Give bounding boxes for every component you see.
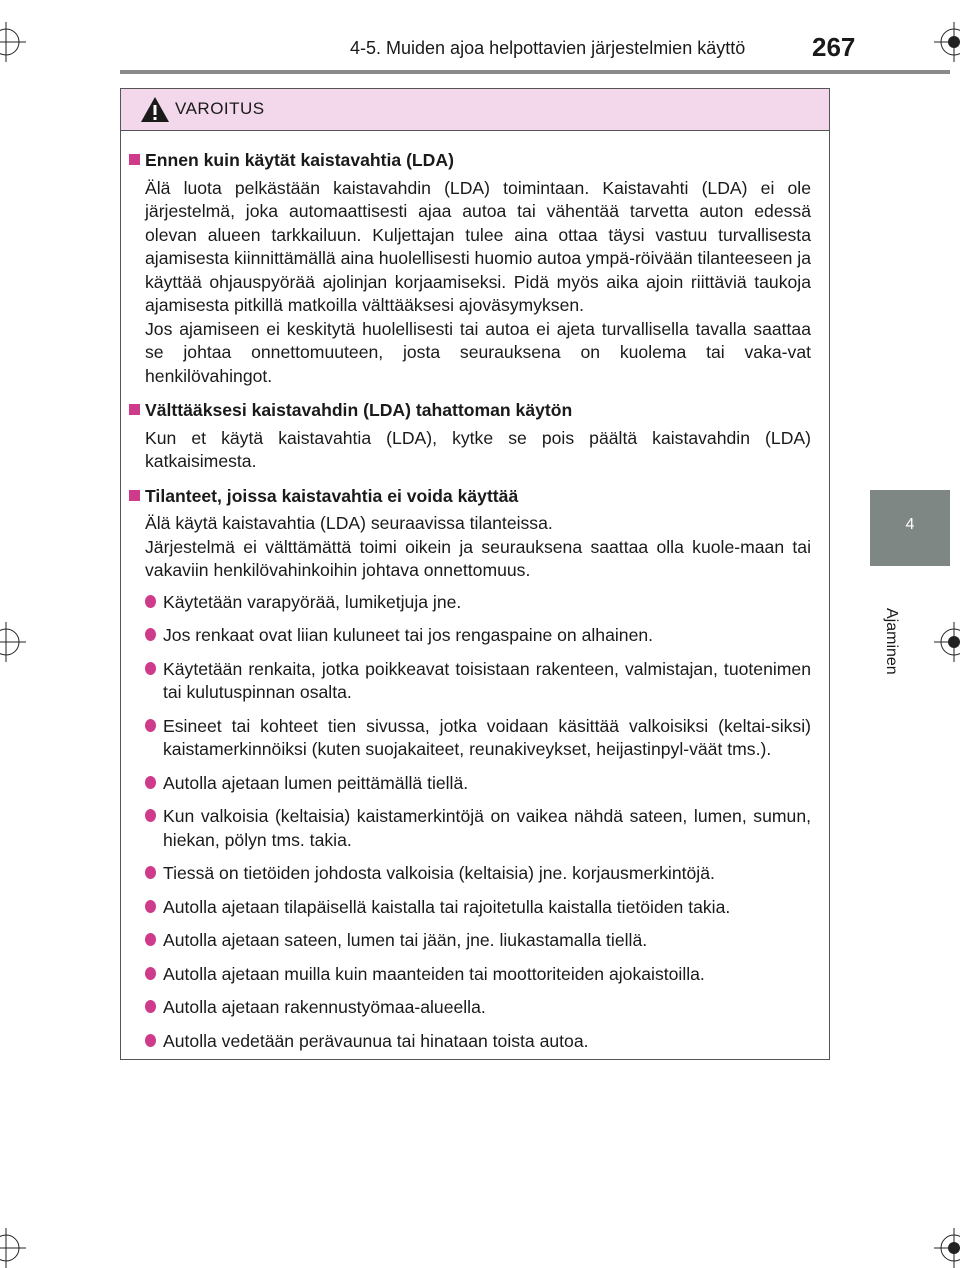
- section-heading: [129, 149, 811, 173]
- list-item: [129, 1030, 811, 1054]
- list-item-text: Autolla ajetaan tilapäisellä kaistalla tai rajoitetulla kaistalla tietöiden takia.: [163, 896, 731, 917]
- list-item: [129, 963, 811, 987]
- list-item: [129, 624, 811, 648]
- warning-triangle-icon: [140, 96, 170, 123]
- round-bullet-icon: [145, 595, 156, 608]
- paragraph: Järjestelmä ei välttämättä toimi oikein ja seurauksena saattaa olla kuole-maan tai vakaviin henkilövahinkoihin johtava onnettomuus.: [145, 536, 811, 580]
- bullet-list: [129, 591, 811, 1054]
- list-item-text: Käytetään varapyörää, lumiketjuja jne.: [163, 591, 462, 612]
- round-bullet-icon: [145, 900, 156, 913]
- registration-mark-bottom-left: [0, 1228, 26, 1268]
- list-item-text: Autolla ajetaan muilla kuin maanteiden tai moottoriteiden ajokaistoilla.: [163, 963, 705, 984]
- square-bullet-icon: [129, 404, 140, 415]
- list-item: [129, 772, 811, 796]
- round-bullet-icon: [145, 967, 156, 980]
- section-heading-text: Ennen kuin käytät kaistavahtia (LDA): [145, 150, 454, 170]
- round-bullet-icon: [145, 866, 156, 879]
- paragraph: Kun et käytä kaistavahtia (LDA), kytke se pois päältä kaistavahdin (LDA) katkaisimesta.: [145, 427, 811, 471]
- list-item: [129, 658, 811, 705]
- registration-mark-mid-left: [0, 622, 26, 662]
- registration-mark-bottom-right: [934, 1228, 960, 1268]
- round-bullet-icon: [145, 776, 156, 789]
- list-item-text: Autolla ajetaan lumen peittämällä tiellä.: [163, 772, 469, 793]
- list-item-text: Autolla ajetaan sateen, lumen tai jään, jne. liukastamalla tiellä.: [163, 930, 648, 950]
- section-heading-text: Tilanteet, joissa kaistavahtia ei voida käyttää: [145, 485, 519, 506]
- warning-body: [121, 131, 829, 1053]
- warning-title: VAROITUS: [175, 99, 265, 118]
- warning-box: [120, 88, 830, 1060]
- round-bullet-icon: [145, 662, 156, 675]
- square-bullet-icon: [129, 154, 140, 165]
- list-item: [129, 591, 811, 615]
- round-bullet-icon: [145, 809, 156, 822]
- round-bullet-icon: [145, 1000, 156, 1013]
- list-item-text: Autolla ajetaan rakennustyömaa-alueella.: [163, 997, 486, 1017]
- list-item: [129, 715, 811, 762]
- header-rule: [120, 70, 950, 74]
- section-heading-text: Välttääksesi kaistavahdin (LDA) tahattoman käytön: [145, 400, 573, 420]
- section-heading: [129, 485, 811, 509]
- list-item-text: Jos renkaat ovat liian kuluneet tai jos rengaspaine on alhainen.: [163, 625, 654, 645]
- list-item: [129, 805, 811, 852]
- round-bullet-icon: [145, 719, 156, 732]
- list-item-text: Kun valkoisia (keltaisia) kaistamerkintöjä on vaikea nähdä sateen, lumen, sumun, hiekan, pölyn tms. takia.: [163, 806, 811, 850]
- running-header-title: 4-5. Muiden ajoa helpottavien järjestelmien käyttö: [350, 38, 746, 58]
- list-item-text: Tiessä on tietöiden johdosta valkoisia (keltaisia) jne. korjausmerkintöjä.: [163, 863, 715, 883]
- list-item: [129, 996, 811, 1020]
- registration-mark-mid-right: [934, 622, 960, 662]
- list-item-text: Esineet tai kohteet tien sivussa, jotka voidaan käsittää valkoisiksi (keltai-siksi) kaistamerkinnöiksi (kuten suojakaiteet, reunakiveykset, heijastinpyl-väät tms.).: [163, 715, 811, 759]
- list-item-text: Käytetään renkaita, jotka poikkeavat toisistaan rakenteen, valmistajan, tuotenimen tai kulutuspinnan osalta.: [163, 658, 811, 702]
- warning-header: [121, 89, 829, 131]
- round-bullet-icon: [145, 1034, 156, 1047]
- section-heading: [129, 399, 811, 423]
- list-item: [129, 929, 811, 953]
- page-number: 267: [812, 32, 856, 62]
- paragraph: Älä käytä kaistavahtia (LDA) seuraavissa tilanteissa.: [145, 513, 553, 533]
- paragraph: Jos ajamiseen ei keskitytä huolellisesti tai autoa ei ajeta turvallisella tavalla saattaa se johtaa onnettomuuteen, josta seurauksena on kuolema tai vaka-vat henkilövahingot.: [145, 318, 811, 386]
- list-item: [129, 862, 811, 886]
- round-bullet-icon: [145, 628, 156, 641]
- paragraph: Älä luota pelkästään kaistavahdin (LDA) toimintaan. Kaistavahti (LDA) ei ole järjestelmä, joka automaattisesti ajaa autoa tai vähentää tarvetta auton edessä olevan alueen tarkkailuun. Kuljettajan tulee aina ottaa täysi vastuu turvallisesta ajamisesta kiinnittämällä aina huolellisesti huomio autoa ympä-röivään tilanteeseen ja käyttää ohjauspyörää ajolinjan korjaamiseksi. Pidä myös aika ajoin riittäviä taukoja ajamisesta pitkillä matkoilla välttääksesi ajoväsymyksen.: [145, 177, 812, 315]
- list-item: [129, 896, 811, 920]
- chapter-tab: [870, 490, 950, 566]
- registration-mark-top-left: [0, 22, 26, 62]
- chapter-label: Ajaminen: [883, 608, 900, 675]
- chapter-number: 4: [905, 516, 915, 533]
- list-item-text: Autolla vedetään perävaunua tai hinataan toista autoa.: [163, 1030, 589, 1051]
- registration-mark-top-right: [934, 22, 960, 62]
- square-bullet-icon: [129, 490, 140, 501]
- round-bullet-icon: [145, 933, 156, 946]
